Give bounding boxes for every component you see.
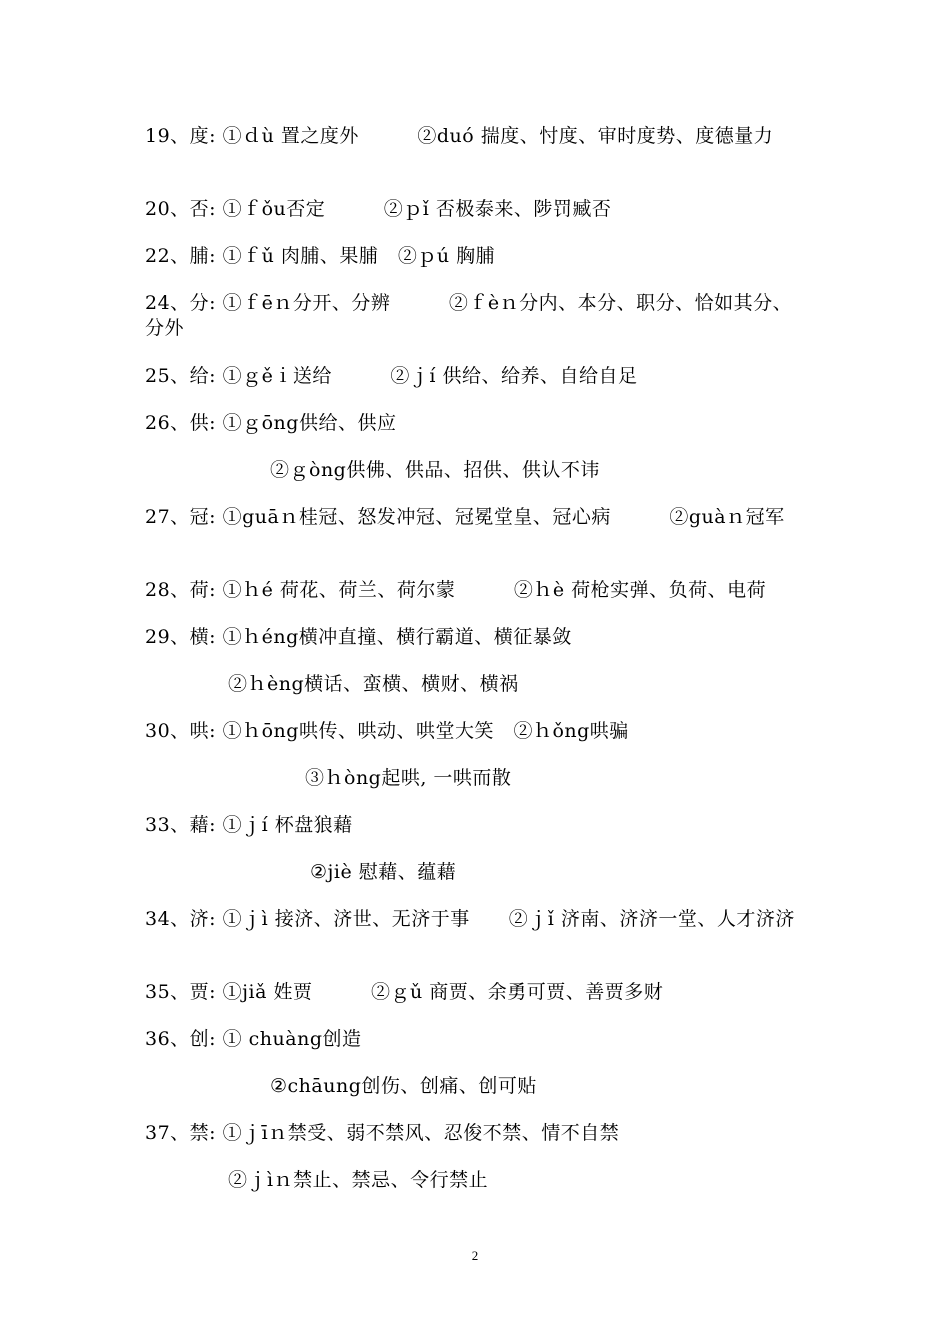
entry-29-heng-2: ②ｈèng横话、蛮横、横财、横祸 [228, 673, 519, 695]
entry-35-jia: 35、贾: ①jiǎ 姓贾 ②ｇǔ 商贾、余勇可贾、善贾多财 [145, 981, 664, 1003]
entry-30-hong: 30、哄: ①ｈōng哄传、哄动、哄堂大笑 ②ｈǒng哄骗 [145, 720, 629, 742]
entry-25-gei: 25、给: ①ｇěｉ送给 ②ｊí 供给、给养、自给自足 [145, 365, 638, 387]
entry-28-he: 28、荷: ①ｈé 荷花、荷兰、荷尔蒙 ②ｈè 荷枪实弹、负荷、电荷 [145, 579, 767, 601]
entry-19-du: 19、度: ①ｄù 置之度外 ②duó 揣度、忖度、审时度势、度德量力 [145, 125, 774, 147]
page-number: 2 [471, 1248, 479, 1263]
entry-36-chuang: 36、创: ① chuàng创造 [145, 1028, 362, 1050]
entry-36-chuang-2: ②chāung创伤、创痛、创可贴 [270, 1075, 537, 1097]
entry-37-jin-2: ②ｊìｎ禁止、禁忌、令行禁止 [228, 1169, 489, 1191]
entry-27-guan: 27、冠: ①guāｎ桂冠、怒发冲冠、冠冕堂皇、冠心病 ②guàｎ冠军 [145, 506, 785, 528]
entry-29-heng: 29、横: ①ｈéng横冲直撞、横行霸道、横征暴敛 [145, 626, 572, 648]
entry-20-fou: 20、否: ①ｆǒu否定 ②ｐǐ 否极泰来、陟罚臧否 [145, 198, 612, 220]
entry-37-jin: 37、禁: ①ｊīｎ禁受、弱不禁风、忍俊不禁、情不自禁 [145, 1122, 620, 1144]
entry-22-fu: 22、脯: ①ｆǔ 肉脯、果脯 ②ｐú 胸脯 [145, 245, 496, 267]
entry-33-jie: ②jiè 慰藉、蕴藉 [310, 861, 457, 883]
entry-30-hong-3: ③ｈòng起哄, 一哄而散 [305, 767, 512, 789]
entry-34-ji: 34、济: ①ｊì 接济、济世、无济于事 ②ｊǐ 济南、济济一堂、人才济济 [145, 908, 795, 930]
entry-26-gong-2: ②ｇòng供佛、供品、招供、供认不讳 [270, 459, 600, 481]
entry-24-fen: 24、分: ①ｆēｎ分开、分辨 ②ｆèｎ分内、本分、职分、恰如其分、分外 [145, 292, 793, 339]
entry-33-ji: 33、藉: ①ｊí 杯盘狼藉 [145, 814, 353, 836]
entry-26-gong: 26、供: ①ｇōng供给、供应 [145, 412, 397, 434]
